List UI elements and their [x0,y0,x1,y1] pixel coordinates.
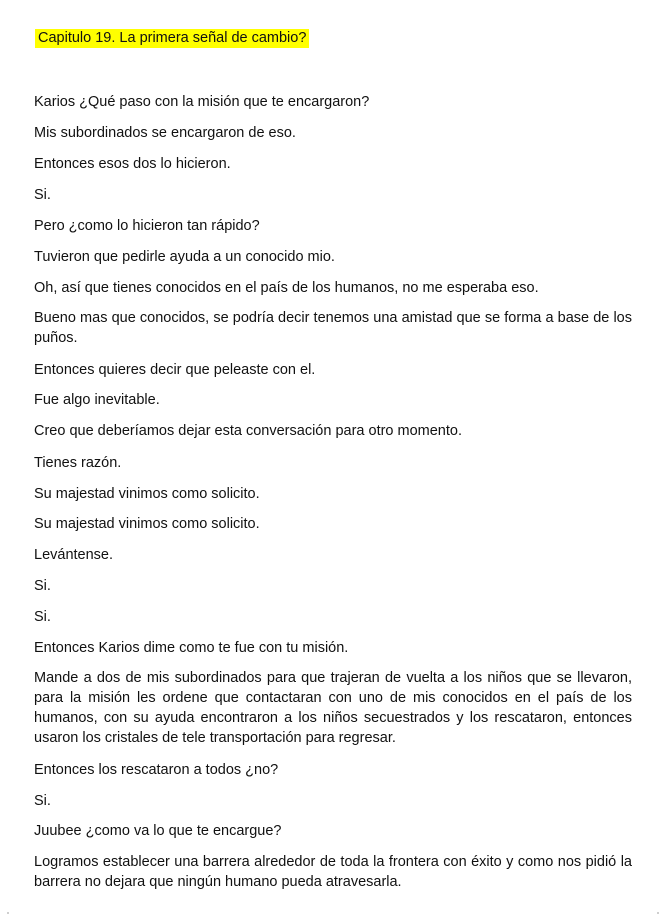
paragraph-22: Juubee ¿como va lo que te encargue? [34,823,282,839]
paragraph-16: Si. [34,578,51,594]
paragraph-19: Mande a dos de mis subordinados para que trajeran de vuelta a los niños que se llevaron, para la misión les ordene que contactaran con uno de mis conocidos en el país de los humanos, con su ayuda encontraron a los niños secuestrados y los rescataron, entonces usaron los cristales de tele transportación para regresar. [34,670,632,746]
paragraph-20: Entonces los rescataron a todos ¿no? [34,762,279,778]
paragraph-11: Creo que deberíamos dejar esta conversación para otro momento. [34,423,462,439]
paragraph-13: Su majestad vinimos como solicito. [34,486,260,502]
paragraph-3: Entonces esos dos lo hicieron. [34,156,231,172]
paragraph-18: Entonces Karios dime como te fue con tu misión. [34,640,349,656]
paragraph-5: Pero ¿como lo hicieron tan rápido? [34,218,260,234]
paragraph-8: Bueno mas que conocidos, se podría decir tenemos una amistad que se forma a base de los puños. [34,310,632,346]
paragraph-12: Tienes razón. [34,455,122,471]
page-edge-mark-right [657,912,659,914]
paragraph-1: Karios ¿Qué paso con la misión que te encargaron? [34,94,370,110]
paragraph-15: Levántense. [34,547,114,563]
paragraph-6: Tuvieron que pedirle ayuda a un conocido mio. [34,249,335,265]
paragraph-2: Mis subordinados se encargaron de eso. [34,125,296,141]
paragraph-10: Fue algo inevitable. [34,392,160,408]
page-edge-mark-left [7,912,9,914]
paragraph-7: Oh, así que tienes conocidos en el país de los humanos, no me esperaba eso. [34,280,539,296]
chapter-title: Capitulo 19. La primera señal de cambio? [35,29,309,48]
paragraph-23: Logramos establecer una barrera alrededor de toda la frontera con éxito y como nos pidió la barrera no dejara que ningún humano pueda atravesarla. [34,854,632,890]
paragraph-9: Entonces quieres decir que peleaste con el. [34,362,316,378]
paragraph-21: Si. [34,793,51,809]
paragraph-14: Su majestad vinimos como solicito. [34,516,260,532]
paragraph-4: Si. [34,187,51,203]
paragraph-17: Si. [34,609,51,625]
